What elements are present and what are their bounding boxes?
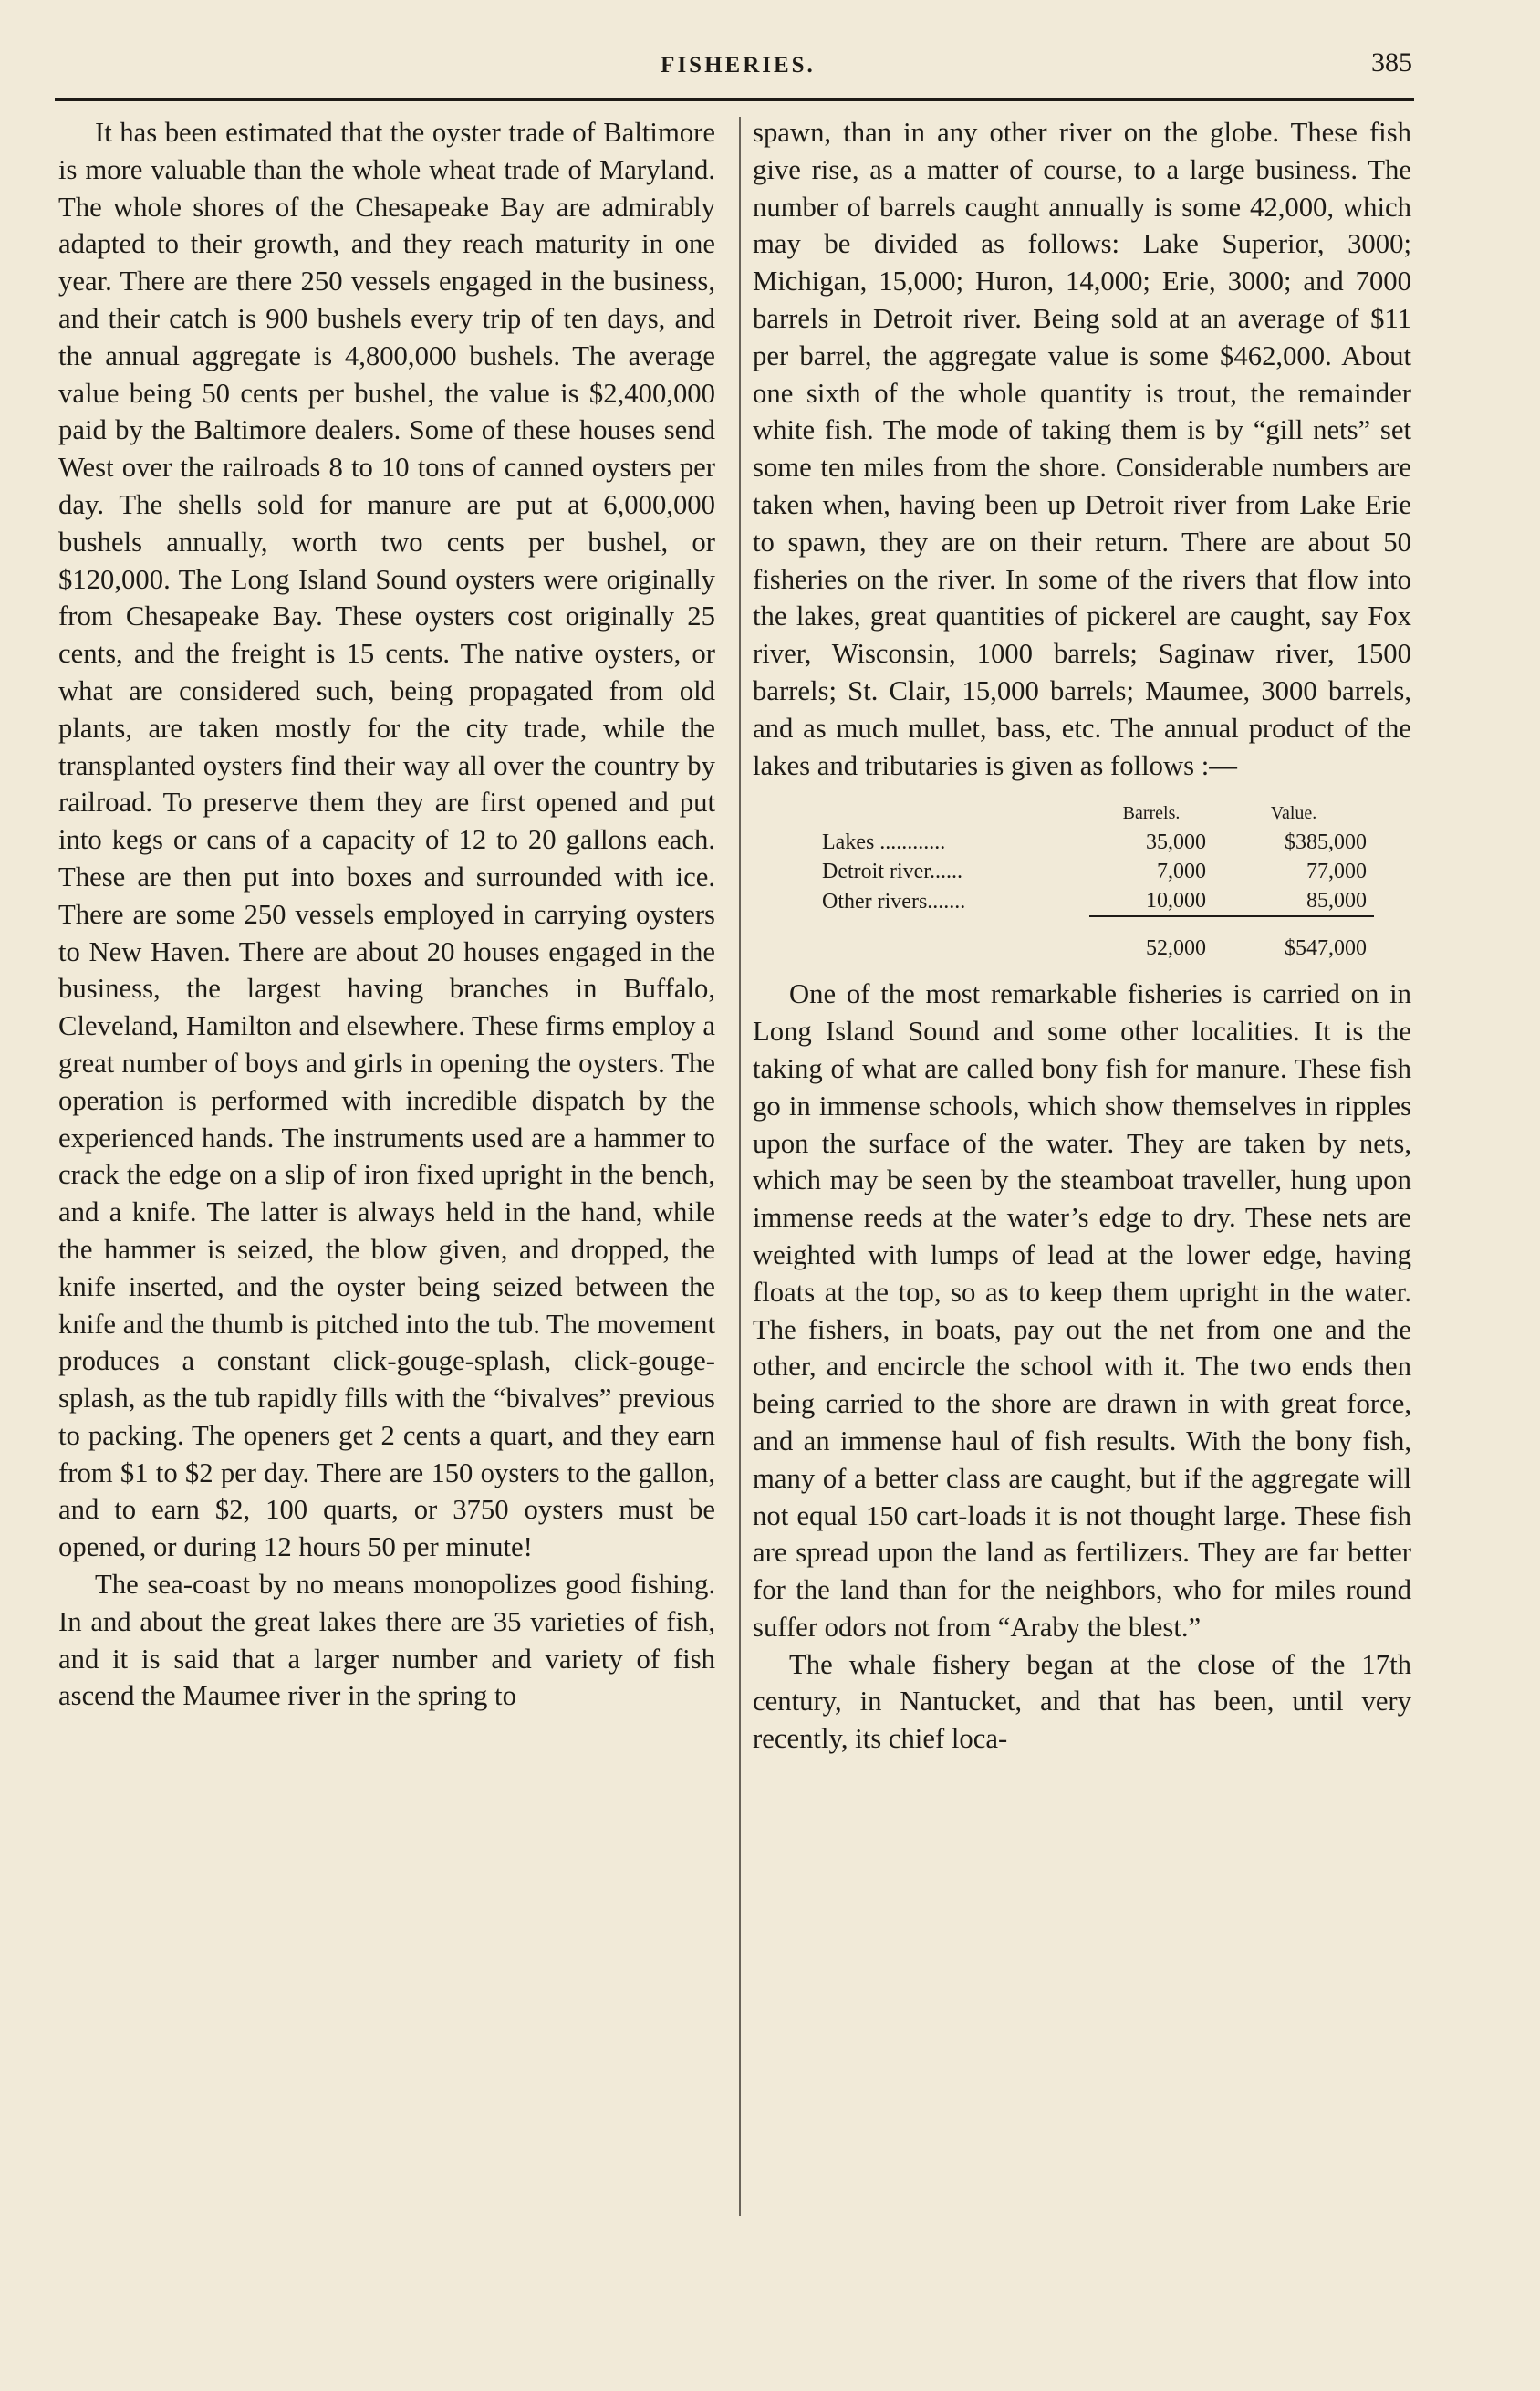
row-value: 77,000: [1306, 860, 1367, 884]
row-label: Detroit river......: [822, 860, 962, 884]
paragraph-whale-fishery: The whale fishery began at the close of the 17th century, in Nantucket, and that has been, until very recently, its chief loca-: [753, 1648, 1411, 1755]
row-value: $385,000: [1285, 830, 1367, 855]
table-header-barrels: Barrels.: [1122, 803, 1181, 824]
paragraph-bony-fish: One of the most remarkable fisheries is carried on in Long Island Sound and some other localities. It is the taking of what are called bony fish for manure. These fish go in immense schools, which show themselves in ripples upon the surface of the water. They are taken by nets, which may be seen by the steamboat traveller, hung upon immense reeds at the water’s edge to dry. These nets are weighted with lumps of lead at the lower edge, having floats at the top, so as to keep them upright in the water. The fishers, in boats, pay out the net from one and the other, and encircle the school with it. The two ends then being carried to the shore are drawn in with great force, and an immense haul of fish results. With the bony fish, many of a better class are caught, but if the aggregate will not equal 150 cart-loads it is not thought large. These fish are spread upon the land as fertilizers. They are far better for the land than for the neighbors, who for miles round suffer odors not from “Araby the blest.”: [753, 978, 1411, 1643]
running-title: FISHERIES.: [661, 53, 816, 78]
page-number: 385: [1371, 47, 1412, 78]
table-header-blank: [815, 791, 1089, 828]
column-divider: [739, 117, 741, 2216]
total-barrels: 52,000: [1089, 916, 1213, 963]
table-header-value: Value.: [1270, 803, 1317, 824]
header-rule: [55, 98, 1414, 101]
lakes-product-table: [815, 791, 1374, 963]
table-row: [815, 886, 1374, 916]
row-label: Other rivers.......: [822, 889, 966, 914]
row-barrels: 35,000: [1146, 830, 1206, 855]
row-barrels: 7,000: [1157, 860, 1206, 884]
row-label: Lakes ............: [822, 830, 946, 855]
paragraph-oyster-trade: It has been estimated that the oyster trade of Baltimore is more valuable than the whole wheat trade of Maryland. The whole shores of the Chesapeake Bay are admirably adapted to their growth, and they reach maturity in one year. There are there 250 vessels engaged in the business, and their catch is 900 bushels every trip of ten days, and the annual aggregate is 4,800,000 bushels. The average value being 50 cents per bushel, the value is $2,400,000 paid by the Baltimore dealers. Some of these houses send West over the railroads 8 to 10 tons of canned oysters per day. The shells sold for manure are put at 6,000,000 bushels annually, worth two cents per bushel, or $120,000. The Long Island Sound oysters were originally from Chesapeake Bay. These oysters cost originally 25 cents, and the freight is 15 cents. The native oysters, or what are considered such, being propagated from old plants, are taken mostly for the city trade, while the transplanted oysters find their way all over the country by railroad. To preserve them they are first opened and put into kegs or cans of a capacity of 12 to 20 gallons each. These are then put into boxes and surrounded with ice. There are some 250 vessels employed in carrying oysters to New Haven. There are about 20 houses engaged in the business, the largest having branches in Buffalo, Cleveland, Hamilton and elsewhere. These firms employ a great number of boys and girls in opening the oysters. The operation is performed with incredible dispatch by the experienced hands. The instruments used are a hammer to crack the edge on a slip of iron fixed upright in the bench, and a knife. The latter is always held in the hand, while the hammer is seized, the blow given, and dropped, the knife inserted, and the oyster being seized between the knife and the thumb is pitched into the tub. The movement produces a constant click-gouge-splash, click-gouge-splash, as the tub rapidly fills with the “bivalves” previous to packing. The openers get 2 cents a quart, and they earn from $1 to $2 per day. There are 150 oysters to the gallon, and to earn $2, 100 quarts, or 3750 oysters must be opened, or during 12 hours 50 per minute!: [58, 117, 715, 1563]
table-row: [815, 828, 1374, 857]
left-column: [58, 114, 715, 1715]
row-value: 85,000: [1306, 889, 1367, 914]
table-total-row: [815, 916, 1374, 963]
total-value: $547,000: [1213, 916, 1374, 963]
total-label-blank: [815, 916, 1089, 963]
paragraph-lake-fishing: The sea-coast by no means monopolizes good fishing. In and about the great lakes there are 35 varieties of fish, and it is said that a larger number and variety of fish ascend the Maumee river in the spring to: [58, 1569, 715, 1712]
page-header: [64, 44, 1412, 99]
table-row: [815, 857, 1374, 886]
paragraph-lake-fisheries: spawn, than in any other river on the globe. These fish give rise, as a matter of course, to a large business. The number of barrels caught annually is some 42,000, which may be divided as follows: Lake Superior, 3000; Michigan, 15,000; Huron, 14,000; Erie, 3000; and 7000 barrels in Detroit river. Being sold at an average of $11 per barrel, the aggregate value is some $462,000. About one sixth of the whole quantity is trout, the remainder white fish. The mode of taking them is by “gill nets” set some ten miles from the shore. Considerable numbers are taken when, having been up Detroit river from Lake Erie to spawn, they are on their return. There are about 50 fisheries on the river. In some of the rivers that flow into the lakes, great quantities of pickerel are caught, say Fox river, Wisconsin, 1000 barrels; Saginaw river, 1500 barrels; St. Clair, 15,000 barrels; Maumee, 3000 barrels, and as much mullet, bass, etc. The annual product of the lakes and tributaries is given as follows :—: [753, 117, 1411, 781]
table-header-row: [815, 791, 1374, 828]
right-column: [753, 114, 1411, 1758]
row-barrels: 10,000: [1146, 889, 1206, 914]
